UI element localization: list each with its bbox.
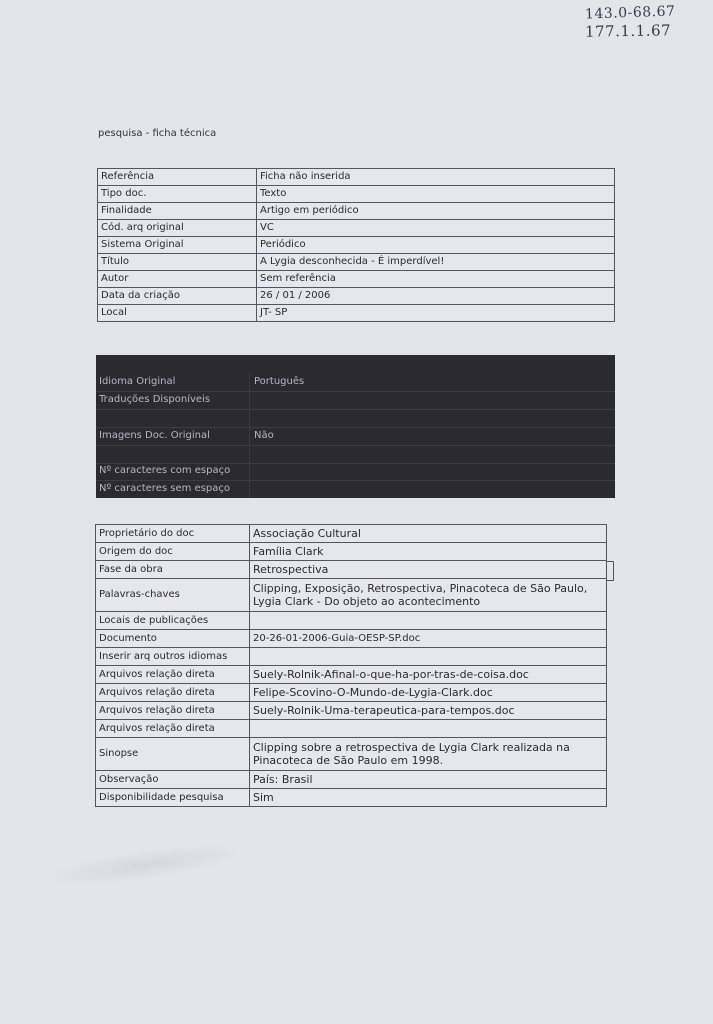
field-value: VC xyxy=(257,220,615,237)
field-label: Fase da obra xyxy=(96,561,250,579)
field-value: Português xyxy=(254,376,305,387)
field-value xyxy=(250,648,607,666)
field-label: Tipo doc. xyxy=(98,186,257,203)
reference-table xyxy=(97,168,615,322)
table-row xyxy=(96,648,607,666)
field-label: Locais de publicações xyxy=(96,612,250,630)
table-row xyxy=(96,579,607,612)
field-label: Nº caracteres com espaço xyxy=(99,465,231,476)
field-value: Artigo em periódico xyxy=(257,203,615,220)
field-label: Origem do doc xyxy=(96,543,250,561)
field-label: Imagens Doc. Original xyxy=(99,430,210,441)
table-row xyxy=(96,738,607,771)
field-value: Clipping sobre a retrospectiva de Lygia Clark realizada na Pinacoteca de São Paulo em 1998. xyxy=(250,738,607,771)
table-row xyxy=(98,271,615,288)
field-label: Idioma Original xyxy=(99,376,176,387)
field-label: Arquivos relação direta xyxy=(96,666,250,684)
table-row xyxy=(98,186,615,203)
field-label: Traduções Disponíveis xyxy=(99,394,211,405)
field-value: Ficha não inserida xyxy=(257,169,615,186)
table-row xyxy=(96,427,615,446)
field-label: Proprietário do doc xyxy=(96,525,250,543)
field-value: Felipe-Scovino-O-Mundo-de-Lygia-Clark.doc xyxy=(250,684,607,702)
field-label: Palavras-chaves xyxy=(96,579,250,612)
field-label: Referência xyxy=(98,169,257,186)
table-row xyxy=(98,254,615,271)
field-label: Disponibilidade pesquisa xyxy=(96,789,250,807)
field-label: Autor xyxy=(98,271,257,288)
field-value: Sim xyxy=(250,789,607,807)
table-row xyxy=(96,480,615,498)
field-value: Clipping, Exposição, Retrospectiva, Pinacoteca de São Paulo, Lygia Clark - Do objeto ao acontecimento xyxy=(250,579,607,612)
field-value: 20-26-01-2006-Guia-OESP-SP.doc xyxy=(250,630,607,648)
table-row xyxy=(96,373,615,392)
table-row xyxy=(96,720,607,738)
table-row xyxy=(98,305,615,322)
table-row xyxy=(96,684,607,702)
field-value: Não xyxy=(254,430,274,441)
handwritten-line-1: 143.0-68.67 xyxy=(584,3,676,23)
field-value: Suely-Rolnik-Uma-terapeutica-para-tempos.doc xyxy=(250,702,607,720)
field-label: Cód. arq original xyxy=(98,220,257,237)
table-row xyxy=(96,525,607,543)
table-row xyxy=(98,169,615,186)
table-row xyxy=(98,288,615,305)
field-label: Data da criação xyxy=(98,288,257,305)
field-label: Arquivos relação direta xyxy=(96,702,250,720)
field-value xyxy=(250,612,607,630)
table-row xyxy=(96,702,607,720)
field-label: Arquivos relação direta xyxy=(96,720,250,738)
table-row xyxy=(96,630,607,648)
field-label: Sistema Original xyxy=(98,237,257,254)
field-label: Local xyxy=(98,305,257,322)
table-row xyxy=(96,409,615,428)
table-row xyxy=(96,789,607,807)
field-value: JT- SP xyxy=(257,305,615,322)
table-row xyxy=(96,666,607,684)
document-details-table xyxy=(95,524,607,807)
field-label: Inserir arq outros idiomas xyxy=(96,648,250,666)
table-row xyxy=(96,462,615,481)
field-value xyxy=(250,720,607,738)
scan-smudge xyxy=(39,836,251,895)
page-title: pesquisa - ficha técnica xyxy=(98,128,217,139)
handwritten-line-2: 177.1.1.67 xyxy=(584,21,671,41)
field-value: Família Clark xyxy=(250,543,607,561)
field-label: Nº caracteres sem espaço xyxy=(99,483,230,494)
table-row xyxy=(96,561,607,579)
field-value: 26 / 01 / 2006 xyxy=(257,288,615,305)
field-label: Observação xyxy=(96,771,250,789)
field-label: Finalidade xyxy=(98,203,257,220)
field-value: A Lygia desconhecida - É imperdível! xyxy=(257,254,615,271)
table-row xyxy=(98,203,615,220)
field-value: Sem referência xyxy=(257,271,615,288)
handwritten-reference xyxy=(585,4,675,40)
table-row xyxy=(98,237,615,254)
field-value: Retrospectiva xyxy=(250,561,607,579)
field-value: Suely-Rolnik-Afinal-o-que-ha-por-tras-de-coisa.doc xyxy=(250,666,607,684)
table-row xyxy=(96,543,607,561)
field-value: Periódico xyxy=(257,237,615,254)
field-label: Título xyxy=(98,254,257,271)
field-label: Arquivos relação direta xyxy=(96,684,250,702)
cell-border-fragment xyxy=(607,561,614,581)
field-value: País: Brasil xyxy=(250,771,607,789)
field-label: Documento xyxy=(96,630,250,648)
table-row xyxy=(98,220,615,237)
table-row xyxy=(96,612,607,630)
field-value: Texto xyxy=(257,186,615,203)
field-value: Associação Cultural xyxy=(250,525,607,543)
field-label: Sinopse xyxy=(96,738,250,771)
language-table xyxy=(96,355,615,498)
table-row xyxy=(96,771,607,789)
table-row xyxy=(96,391,615,410)
